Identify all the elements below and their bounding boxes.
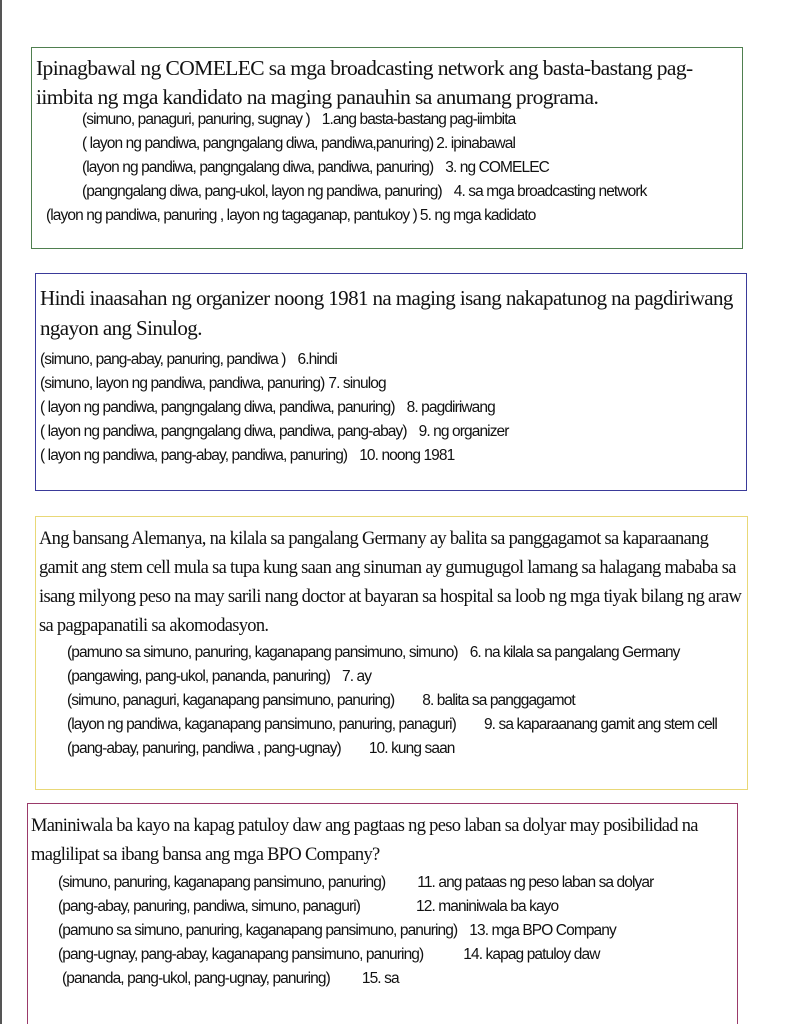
answer: 8. balita sa panggagamot: [422, 692, 575, 709]
question-item: [82, 180, 646, 204]
answer: 11. ang pataas ng peso laban sa dolyar: [417, 874, 654, 891]
question-item: [58, 919, 653, 943]
answer: 2. ipinabawal: [436, 135, 515, 152]
answer: 7. ay: [342, 668, 372, 685]
question-box-4: [27, 803, 738, 1024]
answer: 10. noong 1981: [359, 447, 455, 464]
sentence: Ang bansang Alemanya, na kilala sa pangalang Germany ay balita sa panggagamot sa kaparaanang gamit ang stem cell mula sa tupa kung saan ang sinuman ay gumugugol lamang sa halagang mababa sa isang milyong peso na may sarili nang doctor at bayaran sa hospital sa loob ng mga tiyak bilang ng araw sa pagpapanatili sa akomodasyon.: [39, 529, 742, 636]
answer: 8. pagdiriwang: [406, 399, 495, 416]
question-item: [82, 156, 646, 180]
question-item: [58, 895, 653, 919]
question-item: [67, 641, 717, 665]
answer: 6. na kilala sa pangalang Germany: [469, 644, 680, 661]
choices: (simuno, pang-abay, panuring, pandiwa ): [40, 351, 286, 368]
question-box-1: [31, 47, 743, 249]
choices: (pangngalang diwa, pang-ukol, layon ng pandiwa, panuring): [82, 183, 442, 200]
question-item: [67, 689, 717, 713]
question-item: [40, 372, 509, 396]
question-item: [82, 132, 646, 156]
choices: (layon ng pandiwa, panuring , layon ng tagaganap, pantukoy ): [46, 207, 417, 224]
choices: (layon ng pandiwa, kaganapang pansimuno, panuring, panaguri): [67, 716, 456, 733]
answer: 13. mga BPO Company: [469, 922, 616, 939]
answer: 4. sa mga broadcasting network: [453, 183, 647, 200]
choices: (pananda, pang-ukol, pang-ugnay, panuring): [62, 970, 330, 987]
question-item: [46, 204, 646, 228]
choices: (layon ng pandiwa, pangngalang diwa, pandiwa, panuring): [82, 159, 434, 176]
answer: 14. kapag patuloy daw: [463, 946, 600, 963]
answer: 15. sa: [361, 970, 399, 987]
answer: 5. ng mga kadidato: [419, 207, 536, 224]
choices: (simuno, panaguri, panuring, sugnay ): [82, 111, 310, 128]
question-box-2: [35, 273, 747, 491]
question-item: [82, 108, 646, 132]
question-item: [40, 348, 509, 372]
choices: (pangawing, pang-ukol, pananda, panuring): [67, 668, 330, 685]
answer: 12. maniniwala ba kayo: [416, 898, 559, 915]
answer: 10. kung saan: [368, 740, 455, 757]
question-box-3: [35, 516, 748, 790]
question-item: [40, 444, 509, 468]
choices: (pang-ugnay, pang-abay, kaganapang pansimuno, panuring): [58, 946, 424, 963]
choices: ( layon ng pandiwa, pangngalang diwa, pandiwa,panuring): [82, 135, 434, 152]
choices: ( layon ng pandiwa, pangngalang diwa, pandiwa, pang-abay): [40, 423, 407, 440]
choices: (simuno, panaguri, kaganapang pansimuno, panuring): [67, 692, 395, 709]
answer: 7. sinulog: [328, 375, 386, 392]
question-item: [58, 943, 653, 967]
sentence: Hindi inaasahan ng organizer noong 1981 na maging isang nakapatunog na pagdiriwang ngayon ang Sinulog.: [40, 286, 733, 340]
choices: (pang-abay, panuring, pandiwa , pang-ugnay): [67, 740, 341, 757]
choices: (simuno, layon ng pandiwa, pandiwa, panuring): [40, 375, 325, 392]
sentence: Maniniwala ba kayo na kapag patuloy daw ang pagtaas ng peso laban sa dolyar may posibilidad na maglilipat sa ibang bansa ang mga BPO Company?: [31, 816, 698, 865]
question-item: [40, 420, 509, 444]
answer: 9. sa kaparaanang gamit ang stem cell: [483, 716, 717, 733]
question-item: [58, 871, 653, 895]
answer: 9. ng organizer: [418, 423, 509, 440]
answer: 6.hindi: [297, 351, 337, 368]
answer: 1.ang basta-bastang pag-iimbita: [321, 111, 516, 128]
choices: ( layon ng pandiwa, pang-abay, pandiwa, panuring): [40, 447, 348, 464]
answer: 3. ng COMELEC: [445, 159, 549, 176]
question-item: [40, 396, 509, 420]
choices: (pamuno sa simuno, panuring, kaganapang pansimuno, simuno): [67, 644, 458, 661]
question-item: [62, 967, 653, 991]
question-item: [67, 737, 717, 761]
question-item: [67, 665, 717, 689]
choices: (pang-abay, panuring, pandiwa, simuno, panaguri): [58, 898, 361, 915]
question-item: [67, 713, 717, 737]
choices: (pamuno sa simuno, panuring, kaganapang pansimuno, panuring): [58, 922, 458, 939]
choices: (simuno, panuring, kaganapang pansimuno, panuring): [58, 874, 386, 891]
sentence: Ipinagbawal ng COMELEC sa mga broadcasting network ang basta-bastang pag-iimbita ng mga kandidato na maging panauhin sa anumang programa.: [36, 56, 693, 109]
choices: ( layon ng pandiwa, pangngalang diwa, pandiwa, panuring): [40, 399, 395, 416]
